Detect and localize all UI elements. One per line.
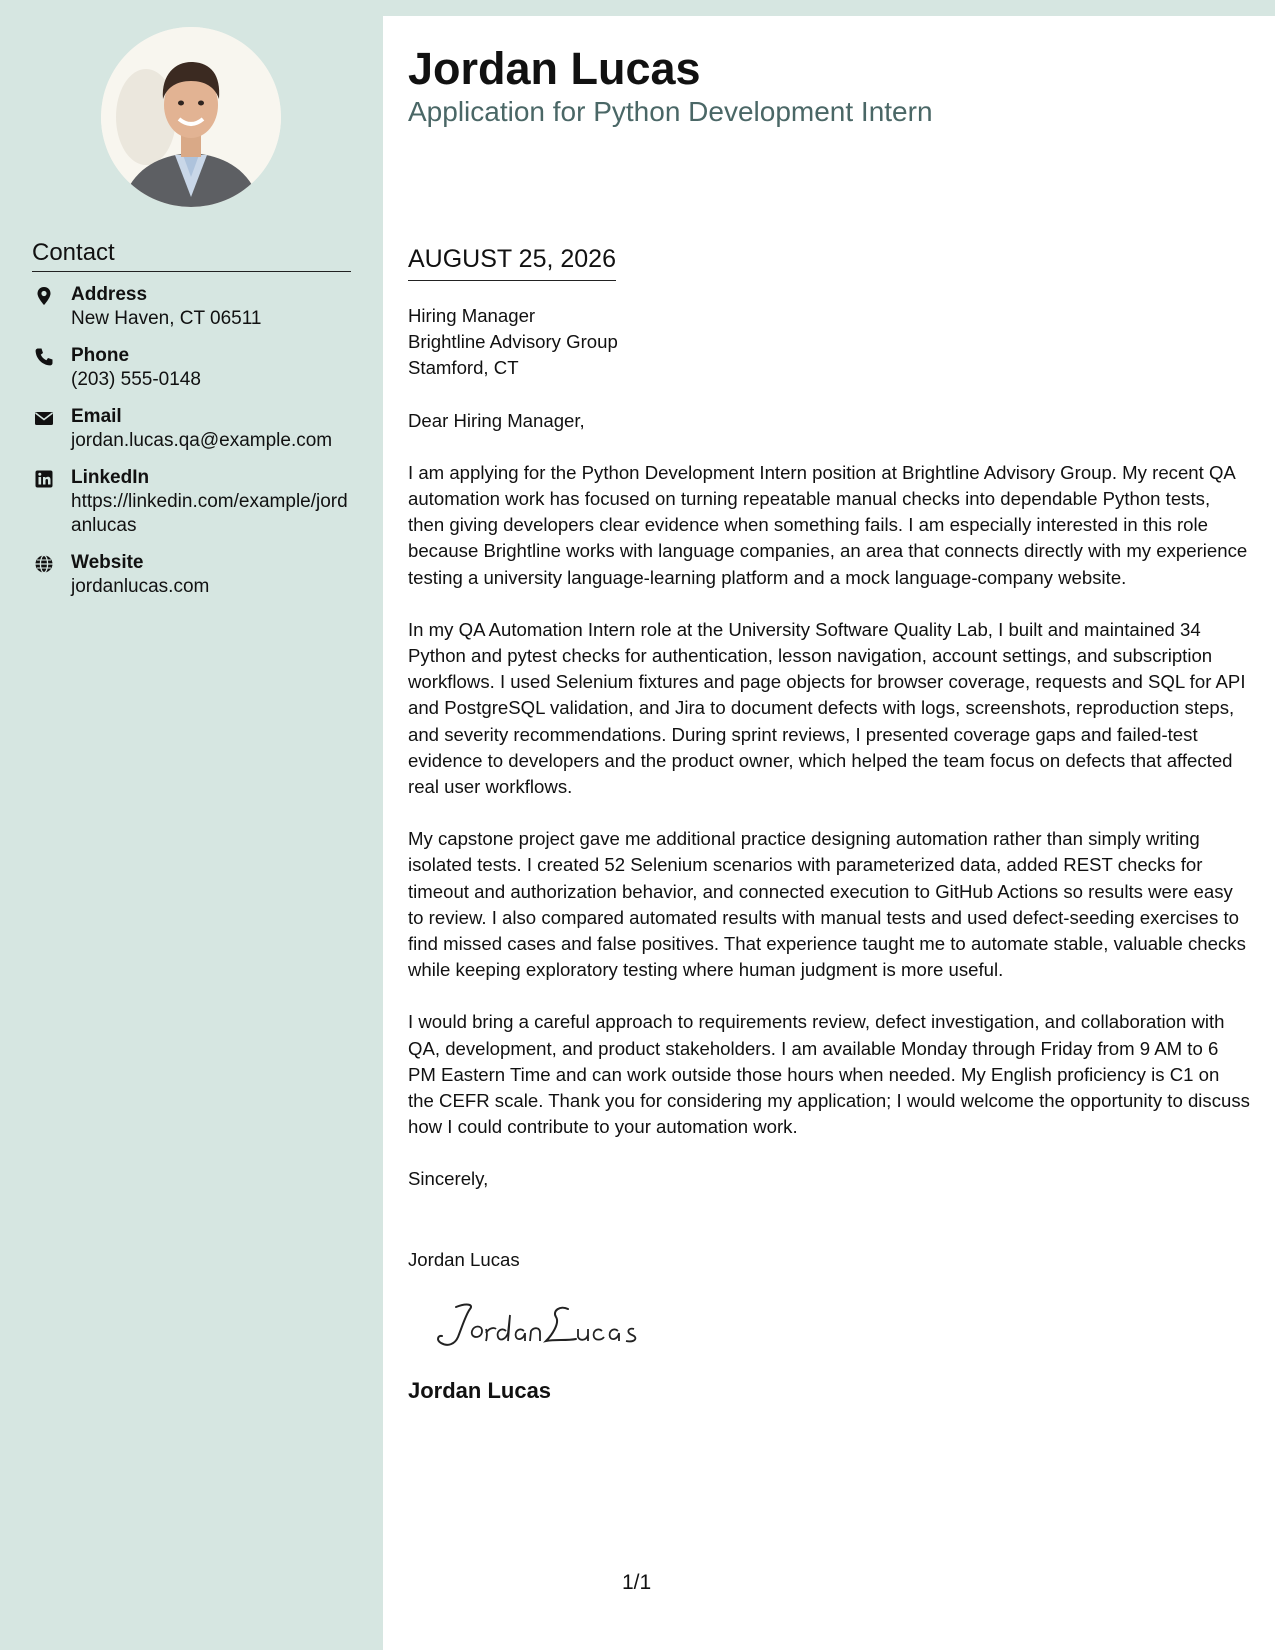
paragraph-1: I am applying for the Python Development Intern position at Brightline Advisory Group. My recent QA automation work has focused on turning repeatable manual checks into dependable Python tests, then giving developers clear evidence when something fails. I am especially interested in this role because Brightline works with language companies, an area that connects directly with my experience testing a university language-learning platform and a mock language-company website. — [408, 461, 1248, 588]
profile-photo — [101, 27, 281, 207]
paragraph-3: My capstone project gave me additional practice designing automation rather than simply writing isolated tests. I created 52 Selenium scenarios with parameterized data, added REST checks for timeout and authorization behavior, and connected execution to GitHub Actions so results were easy to review. I also compared automated results with manual tests and used defect-seeding exercises to find missed cases and false positives. That experience taught me to automate stable, valuable checks while keeping exploratory testing where human judgment is more useful. — [408, 828, 1246, 981]
globe-icon — [34, 554, 54, 574]
signed-name: Jordan Lucas — [408, 1377, 552, 1403]
contact-phone-value: (203) 555-0148 — [71, 369, 201, 390]
contact-phone-label: Phone — [71, 345, 130, 366]
salutation: Dear Hiring Manager, — [408, 409, 585, 431]
contact-phone — [32, 344, 357, 392]
avatar — [101, 27, 281, 207]
paragraph-4: I would bring a careful approach to requirements review, defect investigation, and collaboration with QA, development, and product stakeholders. I am available Monday through Friday from 9 AM to 6 PM Eastern Time and can work outside those hours when needed. My English proficiency is C1 on the CEFR scale. Thank you for considering my application; I would welcome the opportunity to discuss how I could contribute to your automation work. — [408, 1011, 1250, 1138]
contact-linkedin-value[interactable]: https://linkedin.com/example/jordanlucas — [71, 491, 348, 536]
handwritten-signature — [426, 1295, 656, 1355]
paragraph-2: In my QA Automation Intern role at the University Software Quality Lab, I built and maintained 34 Python and pytest checks for authentication, lesson navigation, account settings, and subscription workflows. I used Selenium fixtures and page objects for browser coverage, requests and SQL for API and PostgreSQL validation, and Jira to document defects with logs, screenshots, reproduction steps, and severity recommendations. During sprint reviews, I presented coverage gaps and failed-test evidence to developers and the product owner, which helped the team focus on defects that affected real user workflows. — [408, 618, 1246, 798]
recipient-company: Brightline Advisory Group — [408, 331, 618, 353]
email-icon — [34, 408, 54, 428]
typed-name: Jordan Lucas — [408, 1248, 520, 1270]
applicant-name: Jordan Lucas — [408, 43, 701, 94]
contact-list — [32, 283, 357, 612]
contact-website-label: Website — [71, 552, 144, 573]
sidebar — [0, 0, 383, 1650]
application-subtitle: Application for Python Development Intern — [408, 96, 933, 127]
letter-body — [408, 303, 1250, 1405]
contact-address-label: Address — [71, 284, 148, 305]
contact-email-value[interactable]: jordan.lucas.qa@example.com — [71, 430, 333, 451]
contact-heading: Contact — [32, 238, 351, 272]
contact-linkedin — [32, 466, 357, 538]
contact-website-value[interactable]: jordanlucas.com — [71, 576, 210, 597]
recipient-location: Stamford, CT — [408, 357, 519, 379]
contact-linkedin-label: LinkedIn — [71, 467, 150, 488]
location-pin-icon — [34, 286, 54, 306]
page-number: 1/1 — [622, 1571, 652, 1594]
closing: Sincerely, — [408, 1168, 489, 1190]
contact-email-label: Email — [71, 406, 122, 427]
contact-address — [32, 283, 357, 331]
contact-email — [32, 405, 357, 453]
linkedin-icon — [34, 469, 54, 489]
phone-icon — [34, 347, 54, 367]
letter-date: AUGUST 25, 2026 — [408, 243, 616, 281]
recipient-title: Hiring Manager — [408, 305, 536, 326]
contact-address-value: New Haven, CT 06511 — [71, 308, 262, 329]
contact-website — [32, 551, 357, 599]
recipient-block — [408, 303, 1250, 382]
